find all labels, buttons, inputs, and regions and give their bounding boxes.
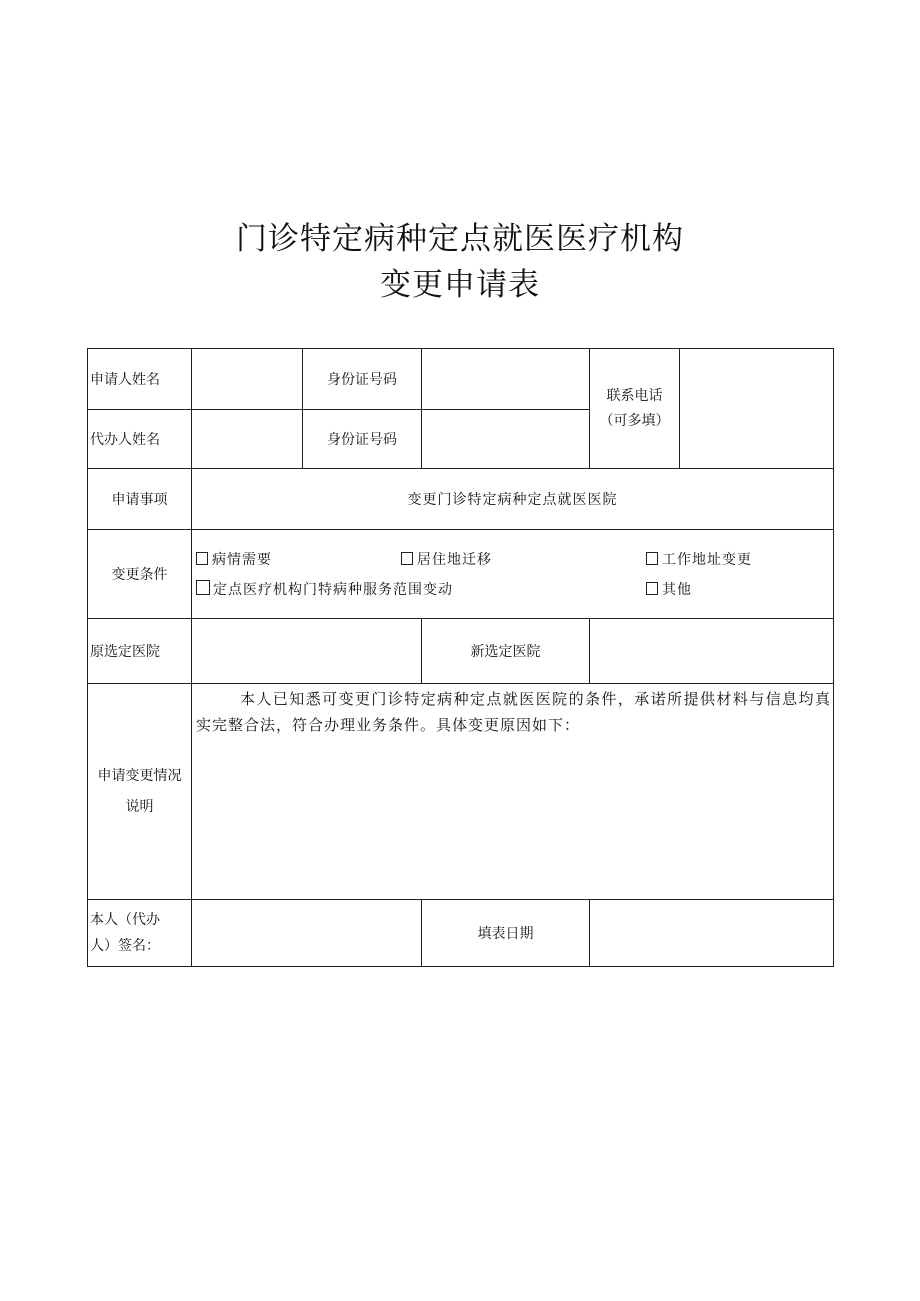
phone-label-line1: 联系电话 [606, 387, 663, 404]
phone-label-line2: （可多填） [599, 412, 670, 429]
condition-option-other[interactable]: 其他 [646, 579, 692, 599]
agent-id-label: 身份证号码 [303, 410, 422, 469]
new-hospital-label: 新选定医院 [422, 619, 590, 684]
applicant-name-label: 申请人姓名 [88, 349, 192, 410]
date-label: 填表日期 [422, 900, 590, 967]
signature-field[interactable] [192, 900, 422, 967]
date-field[interactable] [590, 900, 834, 967]
signature-label-line1: 本人（代办 [90, 912, 160, 928]
applicant-id-label: 身份证号码 [303, 349, 422, 410]
condition-option-workplace[interactable]: 工作地址变更 [646, 549, 752, 569]
checkbox-icon[interactable] [196, 580, 210, 595]
form-title: 门诊特定病种定点就医医疗机构 [236, 221, 684, 257]
signature-label-line2: 人）签名： [90, 938, 160, 954]
explanation-label [88, 684, 192, 900]
checkbox-icon[interactable] [646, 552, 658, 565]
original-hospital-label: 原选定医院 [88, 619, 192, 684]
agent-name-field[interactable] [192, 410, 303, 469]
signature-label [88, 900, 192, 967]
agent-name-label: 代办人姓名 [88, 410, 192, 469]
applicant-id-field[interactable] [422, 349, 590, 410]
checkbox-icon[interactable] [646, 582, 658, 595]
form-subtitle: 变更申请表 [380, 267, 540, 303]
condition-option-residence[interactable]: 居住地迁移 [401, 549, 646, 569]
checkbox-icon[interactable] [401, 552, 413, 565]
phone-field[interactable] [680, 349, 834, 469]
commitment-statement: 本人已知悉可变更门诊特定病种定点就医医院的条件，承诺所提供材料与信息均真实完整合法，符合办理业务条件。具体变更原因如下： [196, 690, 831, 734]
new-hospital-field[interactable] [590, 619, 834, 684]
explanation-label-line2: 说明 [125, 798, 154, 815]
application-form [87, 348, 834, 967]
checkbox-icon[interactable] [196, 552, 208, 565]
application-item-label: 申请事项 [88, 469, 192, 530]
phone-label [590, 349, 680, 469]
condition-option-illness[interactable]: 病情需要 [196, 549, 401, 569]
applicant-name-field[interactable] [192, 349, 303, 410]
condition-option-service-scope[interactable]: 定点医疗机构门特病种服务范围变动 [196, 579, 646, 599]
conditions-options [192, 530, 834, 619]
explanation-label-line1: 申请变更情况 [97, 767, 182, 784]
conditions-label: 变更条件 [88, 530, 192, 619]
explanation-field[interactable] [192, 684, 834, 900]
agent-id-field[interactable] [422, 410, 590, 469]
application-item-value: 变更门诊特定病种定点就医医院 [192, 469, 834, 530]
original-hospital-field[interactable] [192, 619, 422, 684]
